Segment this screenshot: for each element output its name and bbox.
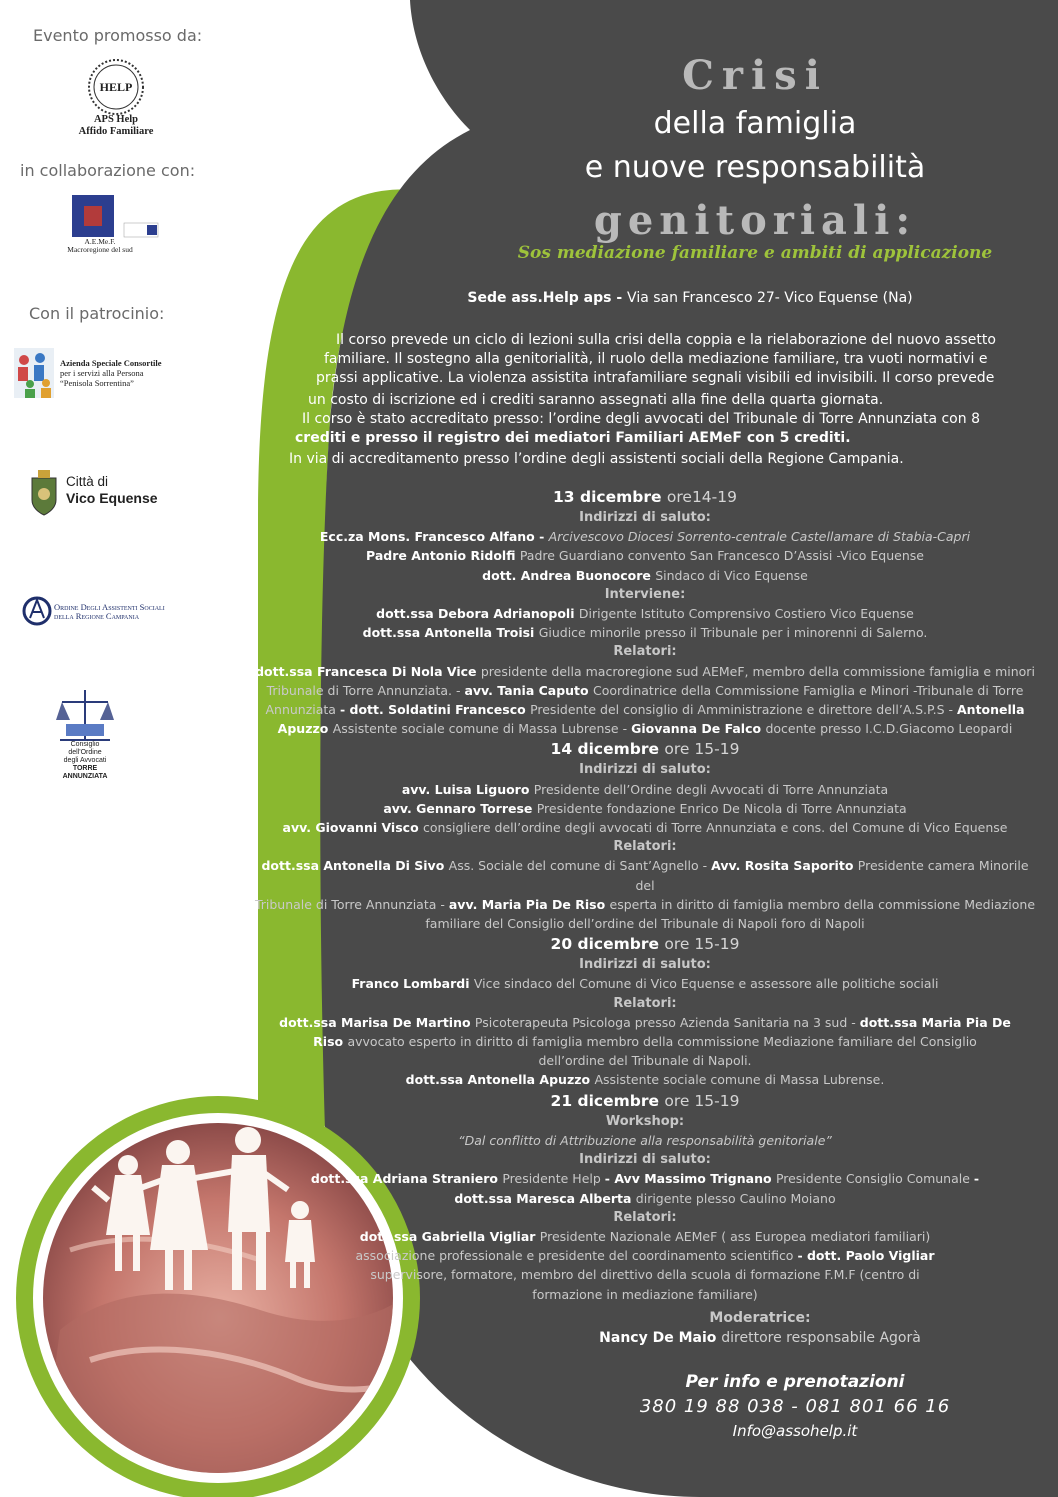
speaker-name: avv. Tania Caputo — [464, 682, 593, 698]
speaker-role: Padre Guardiano convento San Francesco D’Assisi -Vico Equense — [519, 548, 924, 564]
speaker-name: avv. Gennaro Torrese — [383, 800, 537, 816]
promoted-by-label: Evento promosso da: — [33, 26, 203, 45]
moderator-name: Nancy De Maio — [599, 1330, 722, 1346]
speaker-line — [250, 1227, 1040, 1246]
speaker-line — [250, 895, 1040, 914]
program — [250, 486, 1040, 1304]
ordine-caption-line: Ordine Degli Assistenti Sociali — [54, 602, 165, 612]
speaker-name: dott.ssa Antonella Di Sivo — [261, 858, 449, 874]
speaker-line — [250, 546, 1040, 565]
moderator-heading: Moderatrice: — [709, 1310, 811, 1326]
speaker-role: esperta in diritto di famiglia membro della commissione Mediazione — [609, 896, 1036, 912]
ordine-assistenti-logo — [24, 598, 50, 624]
intro-line: Il corso è stato accreditato presso: l’ordine degli avvocati del Tribunale di Torre Annunziata con 8 — [302, 411, 980, 427]
speaker-role: formazione in mediazione familiare) — [532, 1286, 758, 1302]
speaker-name: avv. Maria Pia De Riso — [448, 896, 610, 912]
vico-equense-crest — [32, 470, 56, 515]
speaker-name: dott.ssa Maresca Alberta — [454, 1190, 636, 1206]
speaker-role: Presidente del consiglio di Amministrazione e direttore dell’A.S.P.S - — [530, 702, 957, 718]
speaker-line — [250, 1285, 1040, 1304]
section-heading: Relatori: — [613, 1209, 677, 1225]
speaker-name: - — [973, 1171, 980, 1187]
citta-caption-line: Vico Equense — [66, 490, 158, 506]
subtitle: Sos mediazione familiare e ambiti di applicazione — [517, 243, 993, 263]
speaker-name: Franco Lombardi — [351, 976, 474, 992]
citta-caption-line: Città di — [66, 474, 109, 489]
speaker-role: Assistente sociale comune di Massa Lubrense. — [594, 1072, 885, 1088]
speaker-role: Tribunale di Torre Annunziata - — [254, 896, 449, 912]
aemef-caption — [60, 238, 140, 254]
intro-line: In via di accreditamento presso l’ordine degli assistenti sociali della Regione Campania. — [289, 451, 904, 467]
azienda-caption — [60, 358, 180, 388]
intro-line: un costo di iscrizione ed i crediti saranno assegnati alla fine della quarta giornata. — [308, 392, 884, 408]
intro-line: prassi applicative. La violenza assistita intrafamiliare segnali visibili ed invisibili. Il corso prevede — [316, 370, 995, 386]
speaker-role: Dirigente Istituto Comprensivo Costiero Vico Equense — [578, 606, 914, 622]
speaker-role: familiare del Consiglio dell’ordine del Tribunale di Napoli foro di Napoli — [425, 916, 865, 932]
speaker-role: associazione professionale e presidente del coordinamento scientifico — [355, 1248, 798, 1264]
section-heading: Workshop: — [605, 1113, 685, 1129]
title-line-famiglia: della famiglia — [653, 106, 857, 141]
speaker-role: Annunziata — [265, 702, 340, 718]
speaker-role: dell’ordine del Tribunale di Napoli. — [538, 1053, 752, 1069]
speaker-name: dott.ssa Adriana Straniero — [310, 1171, 503, 1187]
speaker-line — [250, 856, 1040, 894]
contact-info — [600, 1372, 990, 1440]
contact-phones: 380 19 88 038 - 081 801 66 16 — [639, 1396, 951, 1417]
speaker-role: Arcivescovo Diocesi Sorrento-centrale Castellamare di Stabia-Capri — [548, 529, 971, 545]
speaker-role: consigliere dell’ordine degli avvocati di Torre Annunziata e cons. del Comune di Vico Equense — [423, 820, 1008, 836]
speaker-name: - dott. Soldatini Francesco — [339, 702, 531, 718]
consiglio-avvocati-logo — [56, 690, 114, 740]
time-text: ore 15-19 — [664, 740, 740, 759]
speaker-name: Antonella — [957, 702, 1025, 718]
speaker-role: Tribunale di Torre Annunziata. - — [266, 682, 465, 698]
speaker-name: dott.ssa Debora Adrianopoli — [376, 606, 579, 622]
speaker-name: dott.ssa Antonella Troisi — [362, 625, 539, 641]
moderator — [560, 1310, 960, 1346]
help-caption — [60, 114, 172, 138]
azienda-caption-line: per i servizi alla Persona — [60, 368, 144, 378]
speaker-name: Ecc.za Mons. Francesco Alfano - — [319, 529, 549, 545]
date-text: 20 dicembre — [550, 935, 665, 954]
speaker-name: Padre Antonio Ridolfi — [366, 548, 520, 564]
speaker-line — [250, 1013, 1040, 1032]
day3-date — [250, 933, 1040, 955]
ordine-caption — [54, 603, 165, 621]
speaker-line — [250, 623, 1040, 642]
consiglio-caption-line: TORRE ANNUNZIATA — [62, 765, 108, 780]
speaker-line — [250, 527, 1040, 546]
aemef-caption-line: Macroregione del sud — [67, 245, 133, 254]
speaker-role: Presidente fondazione Enrico De Nicola di Torre Annunziata — [536, 800, 907, 816]
section-heading: Indirizzi di saluto: — [579, 957, 711, 973]
speaker-name: dott.ssa Gabriella Vigliar — [359, 1228, 540, 1244]
azienda-caption-line: “Penisola Sorrentina” — [60, 378, 134, 388]
speaker-name: Avv. Rosita Saporito — [711, 858, 858, 874]
speaker-role: Giudice minorile presso il Tribunale per i minorenni di Salerno. — [538, 625, 928, 641]
aemef-caption-line: A.E.Me.F. — [84, 237, 116, 246]
section-heading: Indirizzi di saluto: — [579, 510, 711, 525]
consiglio-caption-line: Consiglio dell'Ordine — [68, 741, 102, 756]
speaker-line — [250, 1246, 1040, 1265]
speaker-name: - dott. Paolo Vigliar — [797, 1248, 935, 1264]
speaker-name: dott.ssa Maria Pia De — [859, 1014, 1011, 1030]
speaker-name: - Avv Massimo Trignano — [604, 1171, 776, 1187]
azienda-caption-line: Azienda Speciale Consortile — [60, 358, 162, 368]
speaker-line — [250, 719, 1040, 738]
aemef-logo — [72, 195, 158, 237]
speaker-name: avv. Giovanni Visco — [282, 820, 424, 836]
speaker-line — [250, 1265, 1040, 1284]
section-heading: Relatori: — [613, 644, 677, 660]
moderator-role: direttore responsabile Agorà — [721, 1330, 921, 1346]
date-text: 13 dicembre — [553, 488, 667, 506]
speaker-line — [250, 662, 1040, 681]
day1-date — [250, 486, 1040, 508]
speaker-role: Presidente camera Minorile del — [635, 858, 1029, 893]
time-text: ore14-19 — [666, 488, 737, 506]
speaker-role: Presidente Help — [502, 1171, 605, 1187]
speaker-role: Psicoterapeuta Psicologa presso Azienda Sanitaria na 3 sud - — [474, 1014, 860, 1030]
help-caption-line: Affido Familiare — [78, 126, 154, 137]
speaker-line — [250, 681, 1040, 700]
speaker-line — [250, 780, 1040, 799]
speaker-role: Ass. Sociale del comune di Sant’Agnello - — [448, 858, 712, 874]
speaker-role: Vice sindaco del Comune di Vico Equense e assessore alle politiche sociali — [473, 976, 939, 992]
title-genitoriali: genitoriali: — [593, 197, 917, 244]
speaker-line — [250, 566, 1040, 585]
speaker-role: supervisore, formatore, membro del direttivo della scuola di formazione F.M.F (centro di — [370, 1267, 920, 1283]
workshop-title: “Dal conflitto di Attribuzione alla responsabilità genitoriale” — [458, 1132, 832, 1148]
speaker-line — [250, 974, 1040, 993]
section-heading: Indirizzi di saluto: — [579, 762, 711, 778]
title-line-responsabilita: e nuove responsabilità — [584, 150, 926, 185]
section-heading: Indirizzi di saluto: — [579, 1152, 711, 1168]
speaker-name: Apuzzo — [277, 721, 333, 737]
speaker-role: docente presso I.C.D.Giacomo Leopardi — [765, 721, 1013, 737]
date-text: 14 dicembre — [550, 740, 665, 759]
venue-name: Sede ass.Help aps - — [467, 290, 628, 306]
intro-line-text: crediti e presso il registro dei mediatori Familiari AEMeF con 5 crediti. — [295, 430, 851, 446]
patronage-label: Con il patrocinio: — [29, 304, 165, 323]
venue — [400, 290, 980, 306]
speaker-line — [250, 700, 1040, 719]
section-heading: Interviene: — [604, 586, 686, 602]
consiglio-caption — [54, 741, 116, 781]
speaker-role: Sindaco di Vico Equense — [655, 567, 808, 583]
speaker-line — [250, 818, 1040, 837]
intro-line: Il corso prevede un ciclo di lezioni sulla crisi della coppia e la rielaborazione del nuovo assetto — [336, 332, 996, 348]
speaker-name: dott. Andrea Buonocore — [482, 567, 656, 583]
help-logo-text: HELP — [99, 80, 133, 94]
speaker-name: dott.ssa Marisa De Martino — [279, 1014, 475, 1030]
speaker-line — [250, 1189, 1040, 1208]
day4-date — [250, 1090, 1040, 1112]
speaker-role: presidente della macroregione sud AEMeF, membro della commissione famiglia e minori — [480, 663, 1035, 679]
ordine-caption-line: della Regione Campania — [54, 611, 140, 621]
citta-caption — [66, 474, 158, 506]
speaker-role: Presidente Consiglio Comunale — [775, 1171, 974, 1187]
speaker-name: Giovanna De Falco — [631, 721, 766, 737]
time-text: ore 15-19 — [664, 1091, 740, 1110]
speaker-name: dott.ssa Antonella Apuzzo — [405, 1072, 595, 1088]
title-crisi: Crisi — [682, 52, 828, 99]
speaker-role: dirigente plesso Caulino Moiano — [635, 1190, 836, 1206]
speaker-line — [250, 1032, 1040, 1051]
help-caption-line: APS Help — [93, 114, 139, 125]
collaboration-label: in collaborazione con: — [20, 161, 196, 180]
speaker-role: avvocato esperto in diritto di famiglia membro della commissione Mediazione familiare del Consiglio — [347, 1034, 977, 1050]
azienda-logo — [14, 348, 54, 398]
speaker-role: Assistente sociale comune di Massa Lubrense - — [332, 721, 632, 737]
speaker-line — [250, 1169, 1040, 1188]
section-heading: Relatori: — [613, 839, 677, 855]
speaker-role: Coordinatrice della Commissione Famiglia e Minori -Tribunale di Torre — [592, 682, 1024, 698]
contact-email[interactable]: Info@assohelp.it — [732, 1422, 858, 1440]
day2-date — [250, 738, 1040, 760]
section-heading: Relatori: — [613, 995, 677, 1011]
venue-address: Via san Francesco 27- Vico Equense (Na) — [627, 290, 913, 306]
contact-heading: Per info e prenotazioni — [685, 1372, 905, 1392]
speaker-line — [250, 1051, 1040, 1070]
speaker-role: Presidente Nazionale AEMeF ( ass Europea mediatori familiari) — [539, 1228, 931, 1244]
speaker-name: avv. Luisa Liguoro — [401, 781, 534, 797]
intro-line — [295, 429, 851, 448]
speaker-line — [250, 604, 1040, 623]
date-text: 21 dicembre — [550, 1091, 665, 1110]
speaker-role: Presidente dell’Ordine degli Avvocati di Torre Annunziata — [533, 781, 889, 797]
consiglio-caption-line: degli Avvocati — [63, 757, 107, 764]
speaker-line — [250, 1070, 1040, 1089]
time-text: ore 15-19 — [664, 935, 740, 954]
speaker-name: dott.ssa Francesca Di Nola Vice — [255, 663, 481, 679]
moderator-line — [560, 1330, 960, 1346]
speaker-line — [250, 914, 1040, 933]
intro-line: familiare. Il sostegno alla genitorialità, il ruolo della mediazione familiare, tra vuoti normativi e — [324, 351, 988, 367]
speaker-name: Riso — [313, 1034, 348, 1050]
speaker-line — [250, 799, 1040, 818]
